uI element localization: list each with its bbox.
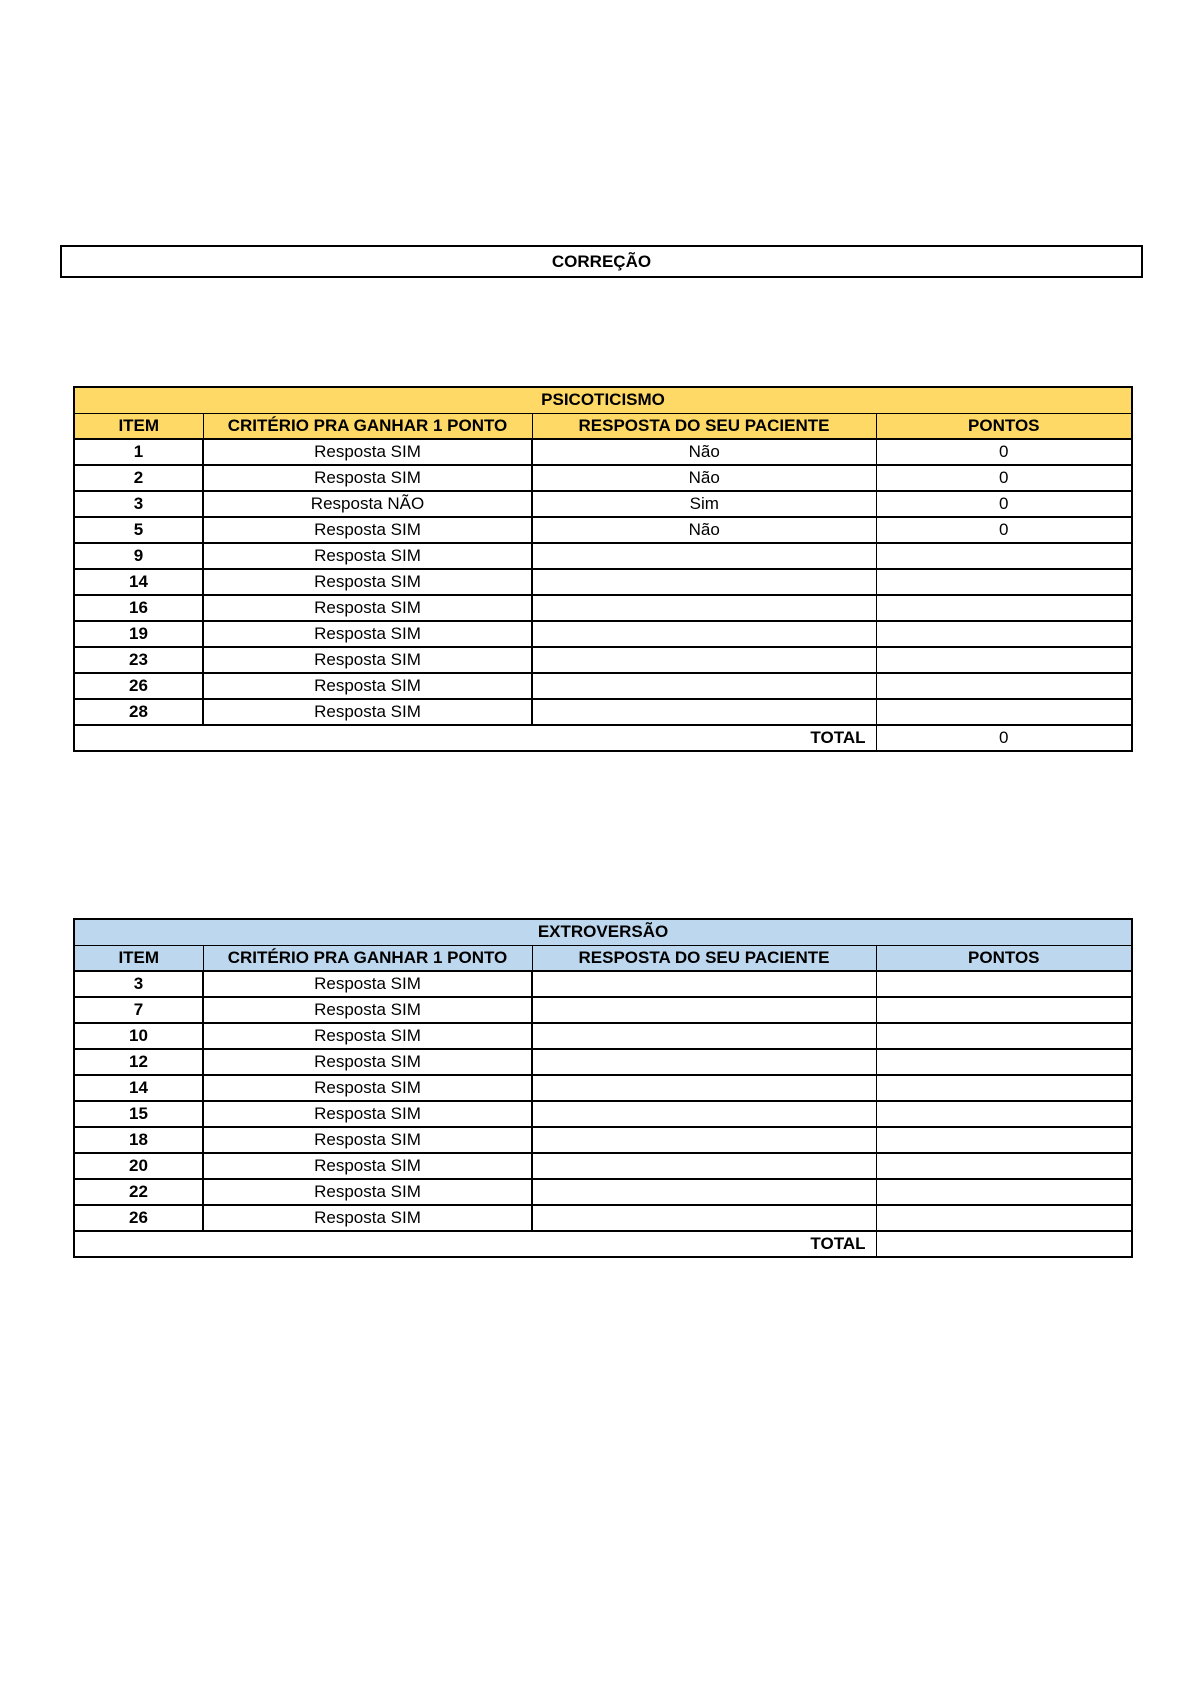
points-cell[interactable]: 0 (876, 465, 1132, 491)
points-cell[interactable] (876, 1153, 1132, 1179)
column-header-response: RESPOSTA DO SEU PACIENTE (532, 413, 876, 439)
item-number: 10 (74, 1023, 203, 1049)
patient-response-cell[interactable]: Não (532, 465, 876, 491)
patient-response-cell[interactable] (532, 1075, 876, 1101)
item-number: 16 (74, 595, 203, 621)
column-header-criterion: CRITÉRIO PRA GANHAR 1 PONTO (203, 945, 532, 971)
patient-response-cell[interactable] (532, 699, 876, 725)
column-header-item: ITEM (74, 945, 203, 971)
table-row (74, 1179, 1132, 1205)
patient-response-cell[interactable]: Sim (532, 491, 876, 517)
item-number: 22 (74, 1179, 203, 1205)
criterion-cell: Resposta SIM (203, 1205, 532, 1231)
item-number: 3 (74, 971, 203, 997)
points-cell[interactable]: 0 (876, 517, 1132, 543)
table-row (74, 621, 1132, 647)
criterion-cell: Resposta SIM (203, 1075, 532, 1101)
criterion-cell: Resposta SIM (203, 621, 532, 647)
column-header-points: PONTOS (876, 945, 1132, 971)
page-title: CORREÇÃO (60, 245, 1143, 278)
extroversao-title: EXTROVERSÃO (74, 919, 1132, 945)
criterion-cell: Resposta SIM (203, 1049, 532, 1075)
item-number: 1 (74, 439, 203, 465)
points-cell[interactable]: 0 (876, 439, 1132, 465)
criterion-cell: Resposta SIM (203, 647, 532, 673)
extroversao-body (74, 971, 1132, 1231)
item-number: 15 (74, 1101, 203, 1127)
points-cell[interactable] (876, 1101, 1132, 1127)
table-row (74, 1153, 1132, 1179)
item-number: 5 (74, 517, 203, 543)
patient-response-cell[interactable] (532, 595, 876, 621)
patient-response-cell[interactable] (532, 1153, 876, 1179)
table-row (74, 465, 1132, 491)
points-cell[interactable] (876, 621, 1132, 647)
criterion-cell: Resposta SIM (203, 439, 532, 465)
patient-response-cell[interactable] (532, 1179, 876, 1205)
patient-response-cell[interactable] (532, 1127, 876, 1153)
item-number: 12 (74, 1049, 203, 1075)
item-number: 19 (74, 621, 203, 647)
points-cell[interactable]: 0 (876, 491, 1132, 517)
points-cell[interactable] (876, 971, 1132, 997)
patient-response-cell[interactable] (532, 647, 876, 673)
table-row (74, 673, 1132, 699)
column-header-item: ITEM (74, 413, 203, 439)
item-number: 26 (74, 1205, 203, 1231)
patient-response-cell[interactable] (532, 1023, 876, 1049)
table-row (74, 543, 1132, 569)
criterion-cell: Resposta SIM (203, 1179, 532, 1205)
item-number: 26 (74, 673, 203, 699)
table-row (74, 595, 1132, 621)
points-cell[interactable] (876, 1179, 1132, 1205)
points-cell[interactable] (876, 543, 1132, 569)
psicoticismo-table (73, 386, 1133, 752)
points-cell[interactable] (876, 997, 1132, 1023)
criterion-cell: Resposta SIM (203, 569, 532, 595)
item-number: 2 (74, 465, 203, 491)
criterion-cell: Resposta NÃO (203, 491, 532, 517)
psicoticismo-total-value[interactable]: 0 (876, 725, 1132, 751)
table-row (74, 1049, 1132, 1075)
table-row (74, 997, 1132, 1023)
table-row (74, 699, 1132, 725)
table-row (74, 1023, 1132, 1049)
criterion-cell: Resposta SIM (203, 1153, 532, 1179)
criterion-cell: Resposta SIM (203, 543, 532, 569)
patient-response-cell[interactable] (532, 997, 876, 1023)
table-row (74, 439, 1132, 465)
patient-response-cell[interactable] (532, 1205, 876, 1231)
table-row (74, 1075, 1132, 1101)
item-number: 3 (74, 491, 203, 517)
criterion-cell: Resposta SIM (203, 595, 532, 621)
item-number: 14 (74, 569, 203, 595)
total-label: TOTAL (74, 725, 876, 751)
total-label: TOTAL (74, 1231, 876, 1257)
criterion-cell: Resposta SIM (203, 971, 532, 997)
table-row (74, 971, 1132, 997)
criterion-cell: Resposta SIM (203, 699, 532, 725)
table-row (74, 1127, 1132, 1153)
points-cell[interactable] (876, 595, 1132, 621)
criterion-cell: Resposta SIM (203, 465, 532, 491)
table-row (74, 569, 1132, 595)
points-cell[interactable] (876, 569, 1132, 595)
patient-response-cell[interactable]: Não (532, 439, 876, 465)
column-header-criterion: CRITÉRIO PRA GANHAR 1 PONTO (203, 413, 532, 439)
item-number: 14 (74, 1075, 203, 1101)
patient-response-cell[interactable] (532, 543, 876, 569)
patient-response-cell[interactable] (532, 569, 876, 595)
item-number: 7 (74, 997, 203, 1023)
patient-response-cell[interactable] (532, 673, 876, 699)
criterion-cell: Resposta SIM (203, 517, 532, 543)
column-header-response: RESPOSTA DO SEU PACIENTE (532, 945, 876, 971)
points-cell[interactable] (876, 1127, 1132, 1153)
psicoticismo-title: PSICOTICISMO (74, 387, 1132, 413)
table-row (74, 517, 1132, 543)
criterion-cell: Resposta SIM (203, 1101, 532, 1127)
item-number: 9 (74, 543, 203, 569)
item-number: 18 (74, 1127, 203, 1153)
patient-response-cell[interactable] (532, 1101, 876, 1127)
patient-response-cell[interactable] (532, 1049, 876, 1075)
criterion-cell: Resposta SIM (203, 1023, 532, 1049)
extroversao-table (73, 918, 1133, 1258)
criterion-cell: Resposta SIM (203, 673, 532, 699)
points-cell[interactable] (876, 647, 1132, 673)
points-cell[interactable] (876, 1049, 1132, 1075)
item-number: 28 (74, 699, 203, 725)
item-number: 23 (74, 647, 203, 673)
table-row (74, 1101, 1132, 1127)
points-cell[interactable] (876, 673, 1132, 699)
criterion-cell: Resposta SIM (203, 1127, 532, 1153)
psicoticismo-body (74, 439, 1132, 725)
points-cell[interactable] (876, 1023, 1132, 1049)
points-cell[interactable] (876, 699, 1132, 725)
table-row (74, 647, 1132, 673)
criterion-cell: Resposta SIM (203, 997, 532, 1023)
patient-response-cell[interactable] (532, 971, 876, 997)
table-row (74, 1205, 1132, 1231)
points-cell[interactable] (876, 1205, 1132, 1231)
points-cell[interactable] (876, 1075, 1132, 1101)
column-header-points: PONTOS (876, 413, 1132, 439)
patient-response-cell[interactable] (532, 621, 876, 647)
extroversao-total-value[interactable] (876, 1231, 1132, 1257)
patient-response-cell[interactable]: Não (532, 517, 876, 543)
item-number: 20 (74, 1153, 203, 1179)
table-row (74, 491, 1132, 517)
